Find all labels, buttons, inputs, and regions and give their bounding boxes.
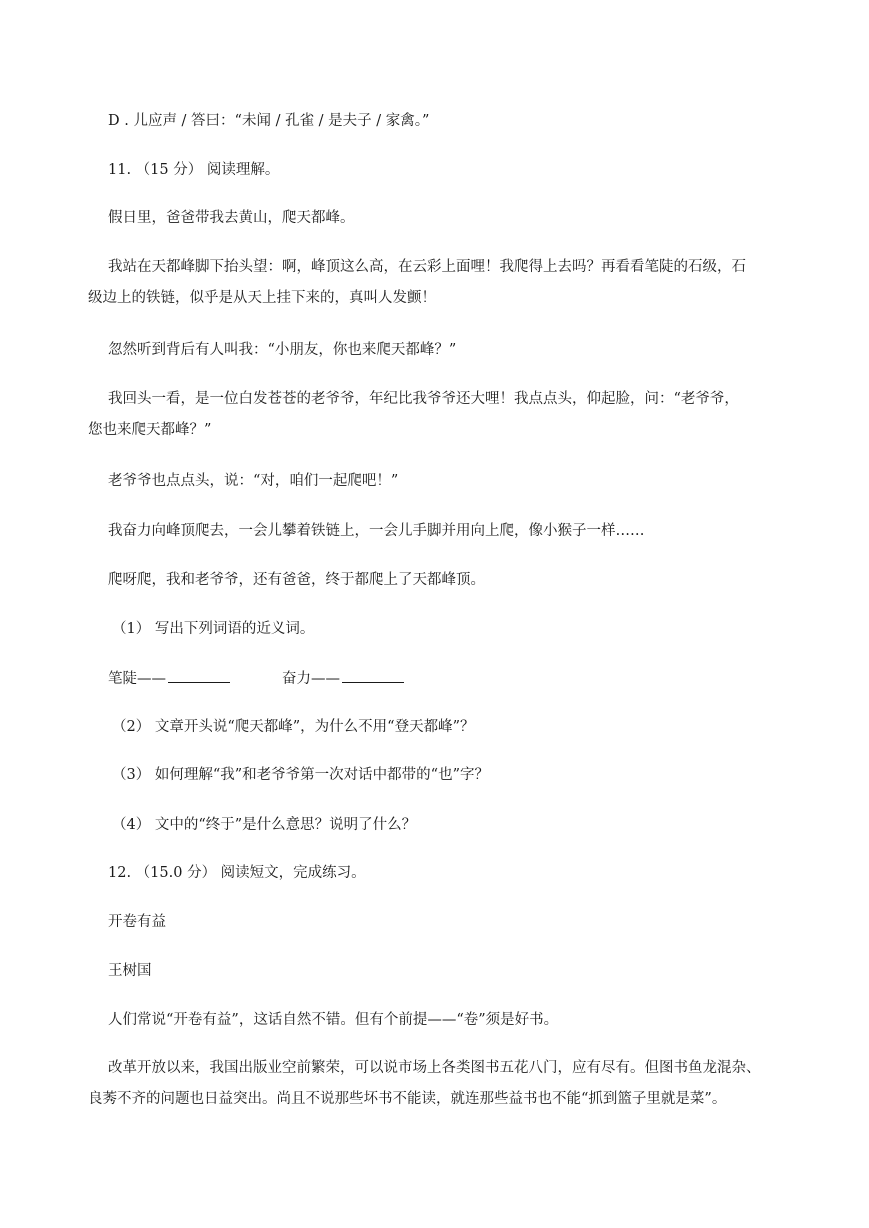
article-title: 开卷有益 (108, 914, 166, 930)
passage-line: 假日里，爸爸带我去黄山，爬天都峰。 (108, 210, 355, 226)
passage-line: 我站在天都峰脚下抬头望：啊，峰顶这么高，在云彩上面哩！我爬得上去吗？再看看笔陡的石级，石 (108, 259, 746, 275)
synonym-row (108, 668, 404, 689)
article-paragraph: 良莠不齐的问题也日益突出。尚且不说那些坏书不能读，就连那些益书也不能“抓到篮子里就是菜”。 (88, 1091, 727, 1107)
article-paragraph: 人们常说“开卷有益”，这话自然不错。但有个前提——“卷”须是好书。 (108, 1012, 559, 1028)
subquestion-3: （3） 如何理解“我”和老爷爷第一次对话中都带的“也”字？ (112, 767, 489, 783)
passage-line: 我回头一看，是一位白发苍苍的老爷爷，年纪比我爷爷还大哩！我点点头，仰起脸，问：“老爷爷， (108, 391, 739, 407)
passage-line: 忽然听到背后有人叫我：“小朋友，你也来爬天都峰？” (108, 342, 457, 358)
question-11-heading: 11. （15 分） 阅读理解。 (108, 162, 280, 178)
answer-blank[interactable] (168, 668, 230, 683)
synonym-word-1: 笔陡—— (108, 671, 166, 687)
passage-line: 爬呀爬，我和老爷爷，还有爸爸，终于都爬上了天都峰顶。 (108, 572, 485, 588)
passage-line: 级边上的铁链，似乎是从天上挂下来的，真叫人发颤！ (88, 290, 436, 306)
passage-line: 您也来爬天都峰？” (88, 422, 212, 438)
synonym-word-2: 奋力—— (282, 671, 340, 687)
subquestion-4: （4） 文中的“终于”是什么意思？说明了什么？ (112, 817, 417, 833)
article-paragraph: 改革开放以来，我国出版业空前繁荣，可以说市场上各类图书五花八门，应有尽有。但图书鱼龙混杂、 (108, 1060, 761, 1076)
answer-blank[interactable] (342, 668, 404, 683)
passage-line: 老爷爷也点点头，说：“对，咱们一起爬吧！” (108, 473, 399, 489)
passage-line: 我奋力向峰顶爬去，一会儿攀着铁链上，一会儿手脚并用向上爬，像小猴子一样…… (108, 523, 645, 539)
subquestion-1: （1） 写出下列词语的近义词。 (112, 621, 315, 637)
article-author: 王树国 (108, 963, 152, 979)
option-d-line: D . 儿应声 / 答曰：“未闻 / 孔雀 / 是夫子 / 家禽。” (108, 113, 430, 129)
subquestion-2: （2） 文章开头说“爬天都峰”，为什么不用“登天都峰”？ (112, 719, 475, 735)
question-12-heading: 12. （15.0 分） 阅读短文，完成练习。 (108, 865, 366, 881)
